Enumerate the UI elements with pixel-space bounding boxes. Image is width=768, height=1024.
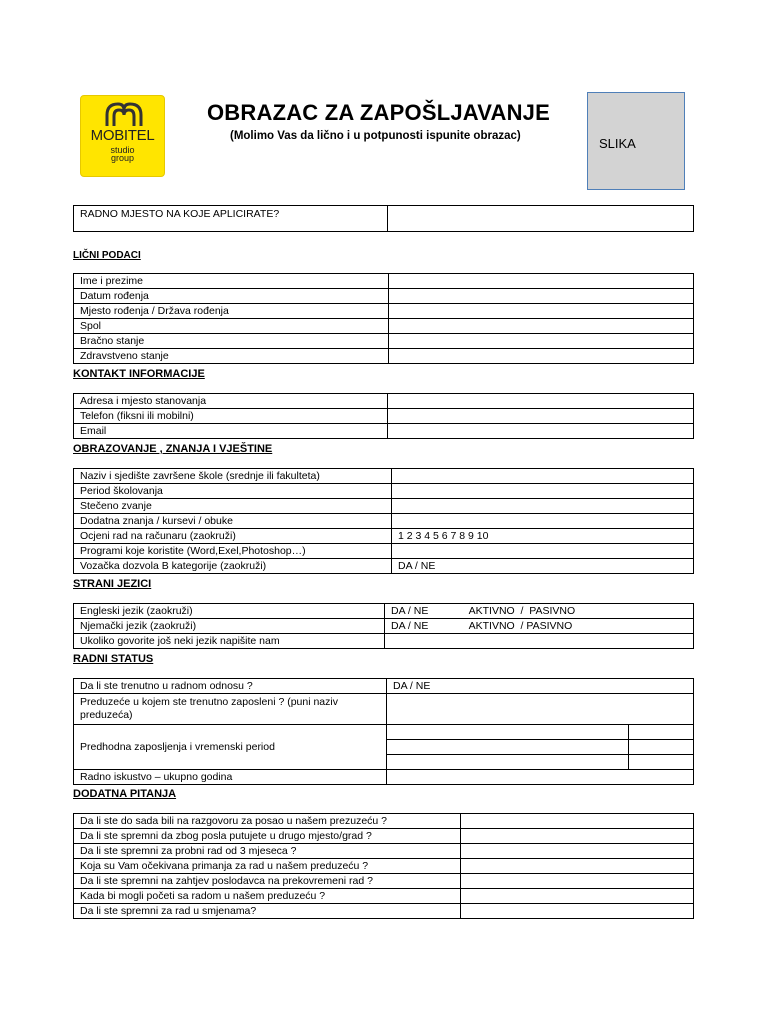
contact-input[interactable] bbox=[388, 424, 694, 439]
personal-label: Spol bbox=[74, 319, 389, 334]
computer-rating-scale[interactable]: 1 2 3 4 5 6 7 8 9 10 bbox=[392, 529, 694, 544]
answer-input[interactable] bbox=[461, 814, 694, 829]
education-label: Naziv i sjedište završene škole (srednje ili fakulteta) bbox=[74, 469, 392, 484]
education-heading: OBRAZOVANJE , ZNANJA I VJEŠTINE bbox=[73, 443, 273, 455]
logo-sub-group: group bbox=[110, 153, 135, 163]
personal-table bbox=[73, 273, 694, 364]
education-label: Vozačka dozvola B kategorije (zaokruži) bbox=[74, 559, 392, 574]
contact-label: Adresa i mjesto stanovanja bbox=[74, 394, 388, 409]
previous-job-input[interactable] bbox=[387, 725, 629, 740]
additional-heading: DODATNA PITANJA bbox=[73, 788, 177, 800]
personal-label: Bračno stanje bbox=[74, 334, 389, 349]
personal-input[interactable] bbox=[389, 289, 694, 304]
personal-heading: LIČNI PODACI bbox=[73, 250, 141, 261]
language-label: Njemački jezik (zaokruži) bbox=[74, 619, 385, 634]
education-table bbox=[73, 468, 694, 574]
question-label: Da li ste do sada bili na razgovoru za posao u našem prezuzeću ? bbox=[74, 814, 461, 829]
answer-input[interactable] bbox=[461, 889, 694, 904]
education-label: Programi koje koristite (Word,Exel,Photoshop…) bbox=[74, 544, 392, 559]
language-label: Ukoliko govorite još neki jezik napišite nam bbox=[74, 634, 385, 649]
education-input[interactable] bbox=[392, 499, 694, 514]
education-input[interactable] bbox=[392, 469, 694, 484]
languages-table bbox=[73, 603, 694, 649]
employed-choice[interactable]: DA / NE bbox=[387, 679, 694, 694]
answer-input[interactable] bbox=[461, 844, 694, 859]
question-label: Koja su Vam očekivana primanja za rad u našem preduzeću ? bbox=[74, 859, 461, 874]
contact-input[interactable] bbox=[388, 409, 694, 424]
previous-period-input[interactable] bbox=[629, 740, 694, 755]
contact-heading: KONTAKT INFORMACIJE bbox=[73, 368, 205, 380]
logo-sub-studio: studio bbox=[110, 145, 135, 155]
german-choice[interactable]: DA / NE AKTIVNO / PASIVNO bbox=[385, 619, 694, 634]
previous-period-input[interactable] bbox=[629, 755, 694, 770]
photo-box[interactable] bbox=[587, 92, 685, 190]
position-label: RADNO MJESTO NA KOJE APLICIRATE? bbox=[74, 206, 388, 232]
photo-label: SLIKA bbox=[599, 136, 636, 151]
personal-label: Datum rođenja bbox=[74, 289, 389, 304]
question-label: Da li ste spremni na zahtjev poslodavca na prekovremeni rad ? bbox=[74, 874, 461, 889]
languages-heading: STRANI JEZICI bbox=[73, 578, 152, 590]
work-label: Predhodna zaposljenja i vremenski period bbox=[74, 725, 387, 770]
contact-label: Telefon (fiksni ili mobilni) bbox=[74, 409, 388, 424]
education-label: Stečeno zvanje bbox=[74, 499, 392, 514]
work-label: Da li ste trenutno u radnom odnosu ? bbox=[74, 679, 387, 694]
personal-label: Mjesto rođenja / Država rođenja bbox=[74, 304, 389, 319]
personal-label: Zdravstveno stanje bbox=[74, 349, 389, 364]
previous-job-input[interactable] bbox=[387, 740, 629, 755]
company-input[interactable] bbox=[387, 694, 694, 725]
personal-input[interactable] bbox=[389, 274, 694, 289]
previous-job-input[interactable] bbox=[387, 755, 629, 770]
english-choice[interactable]: DA / NE AKTIVNO / PASIVNO bbox=[385, 604, 694, 619]
contact-input[interactable] bbox=[388, 394, 694, 409]
education-label: Dodatna znanja / kursevi / obuke bbox=[74, 514, 392, 529]
logo-brand: MOBITEL bbox=[90, 127, 155, 144]
other-language-input[interactable] bbox=[385, 634, 694, 649]
additional-table bbox=[73, 813, 694, 919]
personal-label: Ime i prezime bbox=[74, 274, 389, 289]
personal-input[interactable] bbox=[389, 304, 694, 319]
logo-arch-icon bbox=[104, 101, 144, 127]
answer-input[interactable] bbox=[461, 874, 694, 889]
work-heading: RADNI STATUS bbox=[73, 653, 154, 665]
previous-period-input[interactable] bbox=[629, 725, 694, 740]
question-label: Da li ste spremni za probni rad od 3 mjeseca ? bbox=[74, 844, 461, 859]
education-label: Ocjeni rad na računaru (zaokruži) bbox=[74, 529, 392, 544]
answer-input[interactable] bbox=[461, 904, 694, 919]
work-label: Preduzeće u kojem ste trenutno zaposleni ? (puni naziv preduzeća) bbox=[74, 694, 387, 725]
personal-input[interactable] bbox=[389, 334, 694, 349]
position-input[interactable] bbox=[388, 206, 694, 232]
driving-license-choice[interactable]: DA / NE bbox=[392, 559, 694, 574]
question-label: Da li ste spremni da zbog posla putujete u drugo mjesto/grad ? bbox=[74, 829, 461, 844]
experience-input[interactable] bbox=[387, 770, 694, 785]
work-label: Radno iskustvo – ukupno godina bbox=[74, 770, 387, 785]
education-input[interactable] bbox=[392, 514, 694, 529]
answer-input[interactable] bbox=[461, 829, 694, 844]
contact-label: Email bbox=[74, 424, 388, 439]
page-subtitle: (Molimo Vas da lično i u potpunosti ispunite obrazac) bbox=[230, 130, 521, 142]
contact-table bbox=[73, 393, 694, 439]
work-table bbox=[73, 678, 694, 785]
education-input[interactable] bbox=[392, 484, 694, 499]
personal-input[interactable] bbox=[389, 319, 694, 334]
page-title: OBRAZAC ZA ZAPOŠLJAVANJE bbox=[207, 100, 550, 125]
education-label: Period školovanja bbox=[74, 484, 392, 499]
answer-input[interactable] bbox=[461, 859, 694, 874]
question-label: Da li ste spremni za rad u smjenama? bbox=[74, 904, 461, 919]
education-input[interactable] bbox=[392, 544, 694, 559]
question-label: Kada bi mogli početi sa radom u našem preduzeću ? bbox=[74, 889, 461, 904]
personal-input[interactable] bbox=[389, 349, 694, 364]
company-logo bbox=[80, 95, 165, 177]
position-table bbox=[73, 205, 694, 232]
language-label: Engleski jezik (zaokruži) bbox=[74, 604, 385, 619]
